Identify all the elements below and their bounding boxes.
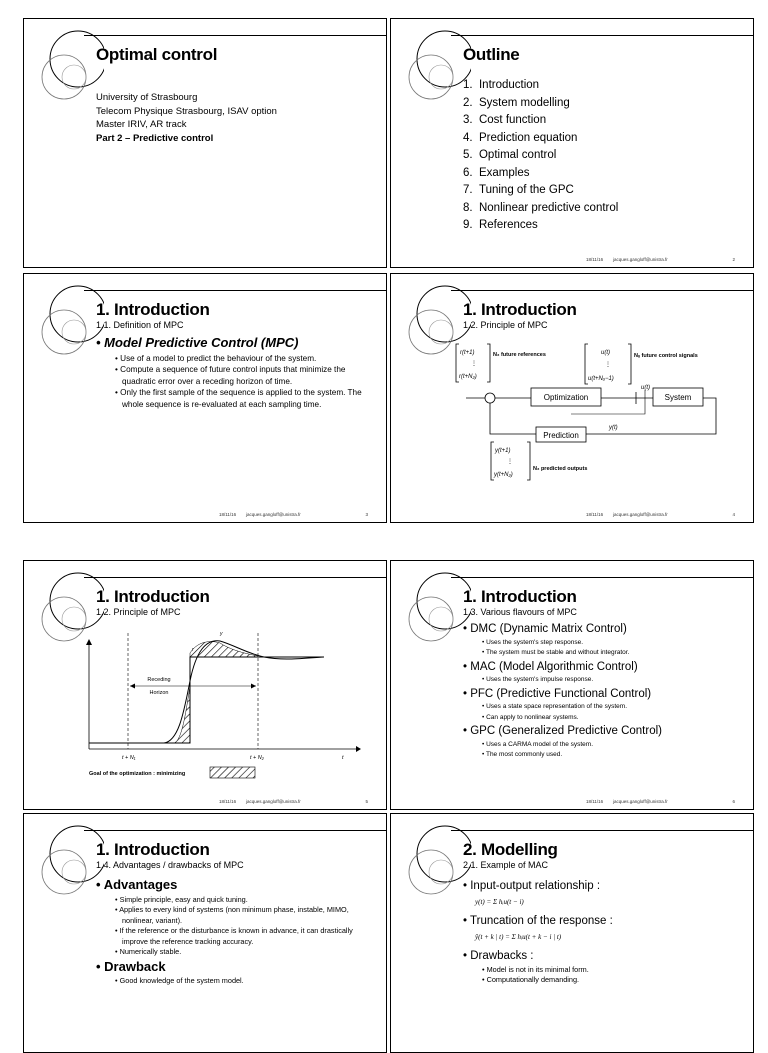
ctrl-top: u(t)	[601, 350, 610, 356]
slide-2[interactable]	[390, 18, 754, 268]
bullet-heading: • Model Predictive Control (MPC)	[96, 335, 299, 350]
equation-2: ŷ(t + k | t) = Σ hᵢu(t + k − i | t)	[475, 932, 562, 941]
ctrl-bottom: u(t+Nᵤ−1)	[588, 376, 614, 382]
y-label: y	[220, 631, 223, 637]
slide-number: 3	[365, 512, 368, 517]
sub-bullet-text: The system must be stable and without integrator.	[485, 649, 630, 656]
pred-bottom: y(t+N₂)	[494, 472, 513, 478]
sub-bullet-text: Compute a sequence of future control inputs that minimize the quadratic error over a receding horizon of time.	[120, 365, 346, 386]
outline-item: 7. Tuning of the GPC	[463, 184, 574, 196]
flavour-heading: • MAC (Model Algorithmic Control)	[463, 660, 638, 673]
sub-bullet: • Uses the system's step response.	[482, 638, 584, 646]
footer-date: 18/11/16	[586, 257, 604, 262]
bullet-heading: • Drawbacks :	[463, 950, 534, 962]
slide-5[interactable]	[23, 560, 387, 810]
slide-number: 4	[732, 512, 735, 517]
t-n1-label: t + N₁	[122, 755, 136, 761]
top-rule	[451, 830, 753, 831]
sub-bullet-text: Uses a state space representation of the system.	[486, 703, 627, 710]
sub-bullet-text: Applies to every kind of systems (non minimum phase, instable, MIMO, nonlinear, variant).	[119, 905, 349, 925]
future-ctrl-label: Nᵤ future control signals	[634, 353, 698, 359]
equation-1: y(t) = Σ hᵢu(t − i)	[475, 897, 524, 906]
sub-bullet: • Only the first sample of the sequence is applied to the system. The whole sequence is re-evaluated at each sampling time.	[115, 388, 362, 409]
sub-bullet: • The most commonly used.	[482, 751, 563, 758]
sub-bullet: • Can apply to nonlinear systems.	[482, 713, 579, 721]
outline-item: 5. Optimal control	[463, 149, 557, 161]
top-rule	[84, 290, 386, 291]
bullet-heading-text: Model Predictive Control (MPC)	[104, 335, 299, 350]
mpc-block-diagram	[391, 274, 754, 523]
sub-bullet-text: Only the first sample of the sequence is applied to the system. The whole sequence is re-evaluated at each sampling time.	[120, 388, 362, 409]
sub-bullet-text: Uses the system's step response.	[486, 638, 584, 646]
sub-bullet: • If the reference or the disturbance is known in advance, it can drastically improve the reference tracking accuracy.	[115, 926, 353, 946]
footer-email: jacques.gangloff@unistra.fr	[246, 799, 301, 804]
slide-3[interactable]	[23, 273, 387, 523]
sub-bullet-text: Computationally demanding.	[486, 975, 580, 984]
t-label: t	[342, 755, 344, 761]
flavour-heading-text: PFC (Predictive Functional Control)	[470, 687, 652, 700]
advantages-heading: • Advantages	[96, 877, 178, 892]
sub-bullet: • The system must be stable and without integrator.	[482, 649, 630, 656]
top-rule	[451, 35, 753, 36]
ref-dots: ⋮	[471, 361, 477, 367]
goal-label: Goal of the optimization : minimizing	[89, 771, 186, 777]
sub-bullet: • Compute a sequence of future control inputs that minimize the quadratic error over a receding horizon of time.	[115, 365, 346, 386]
slide-subtitle: 1.2. Principle of MPC	[463, 320, 548, 330]
slide-number: 6	[732, 799, 735, 804]
footer-date: 18/11/16	[586, 512, 604, 517]
footer-email: jacques.gangloff@unistra.fr	[613, 257, 668, 262]
bullet-heading-text: Truncation of the response :	[470, 915, 613, 927]
sub-bullet: • Uses the system's impulse response.	[482, 676, 594, 683]
sub-bullet-text: Numerically stable.	[119, 947, 182, 956]
slide-1[interactable]	[23, 18, 387, 268]
r-label: r	[192, 647, 194, 653]
slide-number: 5	[365, 799, 368, 804]
pred-outputs-label: N₂ predicted outputs	[533, 466, 588, 472]
sub-bullet-text: Use of a model to predict the behaviour of the system.	[120, 353, 317, 363]
u-signal-label: u(t)	[641, 385, 650, 391]
text-line-bold: Part 2 – Predictive control	[96, 132, 214, 144]
reference-vector	[456, 344, 546, 382]
advantages-heading-text: Advantages	[103, 877, 178, 892]
sub-bullet: • Uses a CARMA model of the system.	[482, 740, 594, 748]
ctrl-dots: ⋮	[605, 362, 611, 368]
sub-bullet-text: Can apply to nonlinear systems.	[486, 713, 579, 721]
text-line: Telecom Physique Strasbourg, ISAV option	[96, 105, 277, 117]
horizon-label: Horizon	[149, 690, 169, 696]
bullet-heading: • Input-output relationship :	[463, 880, 601, 892]
footer-email: jacques.gangloff@unistra.fr	[246, 512, 301, 517]
outline-item: 1. Introduction	[463, 79, 540, 91]
outline-item: 9. References	[463, 219, 538, 231]
footer-email: jacques.gangloff@unistra.fr	[613, 799, 668, 804]
slide-title: 1. Introduction	[96, 300, 210, 319]
slide-number: 2	[732, 257, 735, 262]
flavour-heading-text: DMC (Dynamic Matrix Control)	[470, 623, 627, 635]
bullet-heading-text: Drawbacks :	[470, 950, 534, 962]
prediction-label: Prediction	[543, 431, 579, 440]
footer-email: jacques.gangloff@unistra.fr	[613, 512, 668, 517]
flavour-heading: • PFC (Predictive Functional Control)	[463, 687, 652, 700]
bullet-heading-text: Input-output relationship :	[470, 880, 601, 892]
pred-top: y(t+1)	[495, 448, 511, 454]
slide-6[interactable]	[390, 560, 754, 810]
slide-subtitle: 2.1. Example of MAC	[463, 860, 549, 870]
flavour-heading-text: GPC (Generalized Predictive Control)	[470, 725, 662, 737]
flavour-heading-text: MAC (Model Algorithmic Control)	[470, 660, 638, 673]
reference-curve	[89, 657, 324, 743]
receding-horizon-plot	[24, 561, 387, 810]
outline-item: 2. System modelling	[463, 96, 570, 109]
top-rule	[84, 830, 386, 831]
bullet-heading: • Truncation of the response :	[463, 915, 613, 927]
sub-bullet-text: Good knowledge of the system model.	[119, 976, 244, 985]
top-rule	[451, 577, 753, 578]
summing-junction	[485, 393, 495, 403]
circles-decoration	[391, 561, 471, 651]
footer-date: 18/11/16	[586, 799, 604, 804]
system-label: System	[664, 393, 692, 402]
circles-decoration	[391, 19, 471, 109]
sub-bullet: • Applies to every kind of systems (non minimum phase, instable, MIMO, nonlinear, variant).	[115, 905, 349, 925]
circles-decoration	[391, 814, 471, 904]
receding-label: Receding	[147, 677, 171, 683]
sub-bullet-text: The most commonly used.	[485, 751, 563, 758]
sub-bullet: • Use of a model to predict the behaviour of the system.	[115, 353, 317, 363]
flavour-heading: • GPC (Generalized Predictive Control)	[463, 725, 662, 737]
pred-dots: ⋮	[507, 459, 513, 465]
drawback-heading-text: Drawback	[104, 958, 166, 974]
sub-bullet: • Simple principle, easy and quick tuning.	[115, 894, 248, 904]
sub-bullet-text: Uses the system's impulse response.	[486, 676, 594, 683]
slide-title: 1. Introduction	[96, 840, 210, 859]
circles-decoration	[24, 274, 104, 364]
slide-8[interactable]	[390, 813, 754, 1053]
control-vector	[585, 344, 698, 384]
outline-item: 6. Examples	[463, 166, 530, 179]
slide-4[interactable]	[390, 273, 754, 523]
footer-date: 18/11/16	[219, 512, 237, 517]
slide-subtitle: 1.1. Definition of MPC	[96, 320, 184, 330]
circles-decoration	[24, 814, 104, 904]
slide-title: 2. Modelling	[463, 840, 558, 859]
slide-title: 1. Introduction	[463, 587, 577, 606]
sub-bullet-text: Simple principle, easy and quick tuning.	[119, 894, 248, 904]
ref-top: r(t+1)	[460, 350, 475, 356]
sub-bullet: • Good knowledge of the system model.	[115, 976, 244, 985]
slide-title: Optimal control	[96, 45, 218, 64]
outline-item: 3. Cost function	[463, 114, 547, 126]
t-n2-label: t + N₂	[250, 755, 264, 761]
slide-title: 1. Introduction	[463, 300, 577, 319]
slide-subtitle: 1.3. Various flavours of MPC	[463, 607, 577, 617]
text-line: University of Strasbourg	[96, 92, 198, 103]
circles-decoration	[24, 19, 104, 109]
slide-subtitle: 1.2. Principle of MPC	[96, 607, 181, 617]
outline-item: 4. Prediction equation	[463, 131, 578, 144]
text-line: Master IRIV, AR track	[96, 119, 187, 130]
optimization-label: Optimization	[543, 393, 589, 402]
flavour-heading: • DMC (Dynamic Matrix Control)	[463, 623, 627, 635]
predicted-outputs-vector	[491, 442, 587, 480]
slide-subtitle: 1.4. Advantages / drawbacks of MPC	[96, 860, 244, 870]
y-signal-label: y(t)	[609, 425, 618, 431]
ref-bottom: r(t+N₂)	[459, 374, 477, 380]
sub-bullet: • Model is not in its minimal form.	[482, 964, 589, 974]
outline-item: 8. Nonlinear predictive control	[463, 201, 619, 214]
drawback-heading: • Drawback	[96, 958, 166, 974]
slide-7[interactable]	[23, 813, 387, 1053]
future-refs-label: N₂ future references	[493, 352, 546, 358]
goal-legend-swatch	[210, 767, 255, 778]
slide-title: 1. Introduction	[96, 587, 210, 606]
footer-date: 18/11/16	[219, 799, 237, 804]
sub-bullet-text: Uses a CARMA model of the system.	[486, 740, 594, 748]
sub-bullet: • Numerically stable.	[115, 947, 182, 956]
sub-bullet-text: If the reference or the disturbance is known in advance, it can drastically improve the reference tracking accuracy.	[119, 926, 353, 946]
sub-bullet: • Computationally demanding.	[482, 975, 580, 984]
top-rule	[84, 35, 386, 36]
sub-bullet-text: Model is not in its minimal form.	[486, 964, 589, 974]
slide-title: Outline	[463, 45, 520, 64]
sub-bullet: • Uses a state space representation of the system.	[482, 703, 627, 710]
